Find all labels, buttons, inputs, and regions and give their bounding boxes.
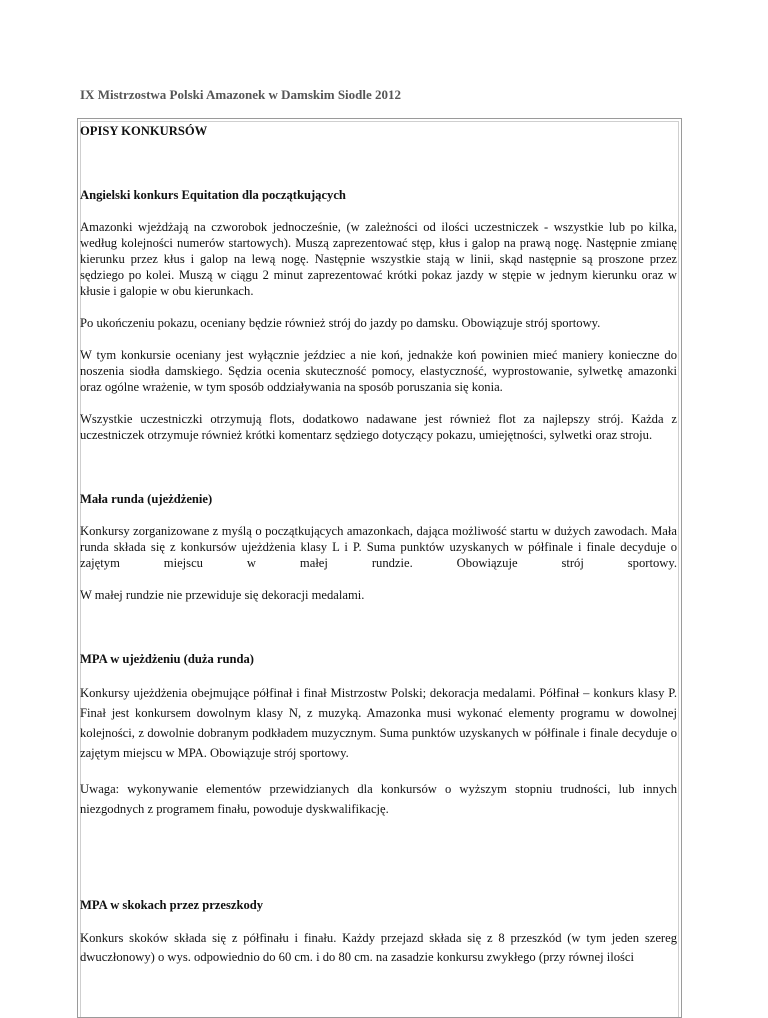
document-title: IX Mistrzostwa Polski Amazonek w Damskim Siodle 2012 bbox=[80, 87, 402, 102]
paragraph: Amazonki wjeżdżają na czworobok jednocześnie, (w zależności od ilości uczestniczek - wszystkie lub po kilka, według kolejności numerów startowych). Muszą zaprezentować stęp, kłus i galop na prawą nogę. Następnie zmianę kierunku przez kłus i galop na lewą nogę. Następnie wszystkie stają w linii, skąd następnie są proszone przez sędziego po kolei. Muszą w ciągu 2 minut zaprezentować krótki pokaz jazdy w stępie w jednym kierunku oraz w kłusie i galopie w obu kierunkach. bbox=[80, 220, 677, 298]
paragraph: Konkurs skoków składa się z półfinału i finału. Każdy przejazd składa się z 8 przeszkód (w tym jeden szereg dwuczłonowy) o wys. odpowiednio do 60 cm. i do 80 cm. na zasadzie konkursu zwykłego (przy równej ilości bbox=[80, 931, 677, 964]
paragraph: Po ukończeniu pokazu, oceniany będzie również strój do jazdy po damsku. Obowiązuje strój sportowy. bbox=[80, 316, 601, 330]
paragraph: Wszystkie uczestniczki otrzymują flots, dodatkowo nadawane jest również flot za najlepszy strój. Każda z uczestniczek otrzymuje również krótki komentarz sędziego dotyczący pokazu, umiejętności, sylwetki oraz stroju. bbox=[80, 412, 677, 442]
heading-mala-runda: Mała runda (ujeżdżenie) bbox=[80, 492, 213, 506]
heading-mpa-ujezdzenie: MPA w ujeżdżeniu (duża runda) bbox=[80, 652, 254, 666]
heading-equitation: Angielski konkurs Equitation dla początkujących bbox=[80, 188, 346, 202]
heading-mpa-skoki: MPA w skokach przez przeszkody bbox=[80, 898, 264, 912]
section-title: OPISY KONKURSÓW bbox=[80, 124, 208, 138]
paragraph: Konkursy ujeżdżenia obejmujące półfinał i finał Mistrzostw Polski; dekoracja medalami. Półfinał – konkurs klasy P. Finał jest konkursem dowolnym klasy N, z muzyką. Amazonka musi wykonać elementy programu w dowolnej kolejności, z dowolnie dobranym podkładem muzycznym. Suma punktów uzyskanych w półfinale i finale decyduje o zajętym miejscu w MPA. Obowiązuje strój sportowy. bbox=[80, 686, 677, 760]
paragraph: W tym konkursie oceniany jest wyłącznie jeździec a nie koń, jednakże koń powinien mieć maniery konieczne do noszenia siodła damskiego. Sędzia ocenia skuteczność pomocy, elastyczność, wyprostowanie, sylwetkę amazonki oraz ogólne wrażenie, w tym sposób oddziaływania na sposób poruszania się konia. bbox=[80, 348, 677, 394]
document-body bbox=[80, 123, 677, 967]
paragraph: Uwaga: wykonywanie elementów przewidzianych dla konkursów o wyższym stopniu trudności, lub innych niezgodnych z programem finału, powoduje dyskwalifikację. bbox=[80, 782, 677, 816]
paragraph: W małej rundzie nie przewiduje się dekoracji medalami. bbox=[80, 588, 365, 602]
paragraph: Konkursy zorganizowane z myślą o początkujących amazonkach, dająca możliwość startu w dużych zawodach. Mała runda składa się z konkursów ujeżdżenia klasy L i P. Suma punktów uzyskanych w półfinale i finale decyduje o zajętym miejscu w małej rundzie. Obowiązuje strój sportowy. bbox=[80, 524, 677, 570]
